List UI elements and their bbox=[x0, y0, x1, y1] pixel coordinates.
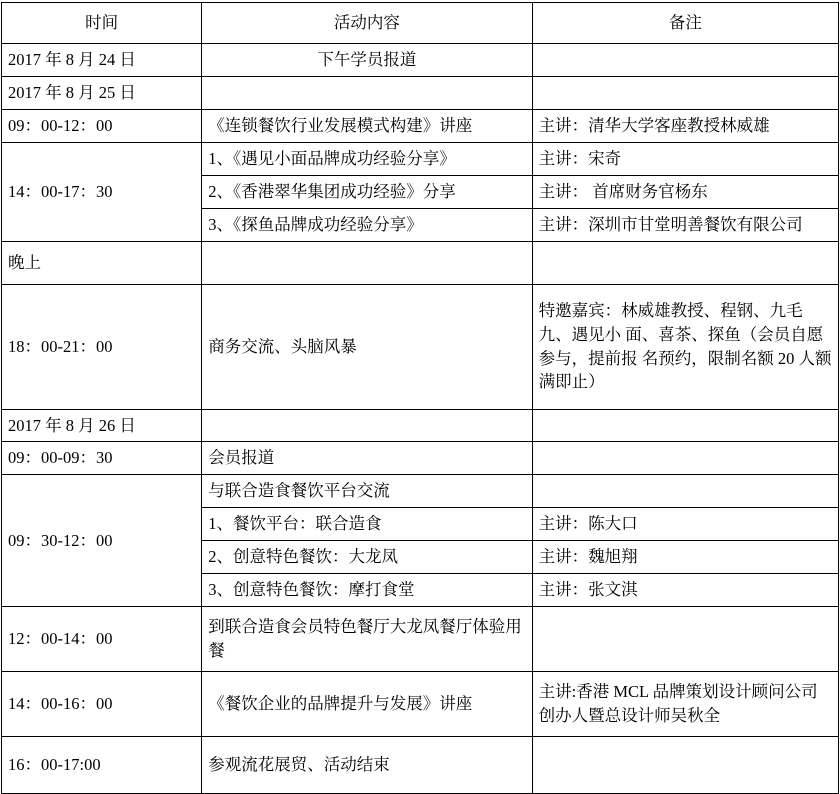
cell-remark: 主讲：陈大口 bbox=[532, 508, 838, 541]
cell-time: 2017 年 8 月 25 日 bbox=[2, 76, 202, 109]
cell-remark: 主讲：清华大学客座教授林威雄 bbox=[532, 109, 838, 142]
cell-content: 参观流花展贸、活动结束 bbox=[202, 737, 532, 794]
cell-remark: 特邀嘉宾：林威雄教授、程钢、九毛九、遇见小 面、喜茶、探鱼（会员自愿参与，提前报 名预约，限制名额 20 人额满即止） bbox=[532, 284, 838, 409]
cell-content bbox=[202, 409, 532, 442]
table-row bbox=[2, 737, 839, 794]
cell-time: 18：00-21：00 bbox=[2, 284, 202, 409]
cell-time: 2017 年 8 月 26 日 bbox=[2, 409, 202, 442]
cell-remark: 主讲：深圳市甘堂明善餐饮有限公司 bbox=[532, 208, 838, 241]
cell-time: 09：00-09：30 bbox=[2, 442, 202, 475]
table-row bbox=[2, 442, 839, 475]
table-row bbox=[2, 475, 839, 508]
cell-content: 下午学员报道 bbox=[202, 44, 532, 77]
cell-time: 12：00-14：00 bbox=[2, 607, 202, 672]
cell-time: 09：30-12：00 bbox=[2, 475, 202, 607]
cell-remark bbox=[532, 737, 838, 794]
cell-time: 16：00-17:00 bbox=[2, 737, 202, 794]
schedule-document bbox=[0, 2, 840, 775]
cell-remark: 主讲：张文淇 bbox=[532, 574, 838, 607]
cell-remark bbox=[532, 475, 838, 508]
cell-content: 到联合造食会员特色餐厅大龙凤餐厅体验用餐 bbox=[202, 607, 532, 672]
schedule-table bbox=[1, 2, 839, 794]
cell-content: 与联合造食餐饮平台交流 bbox=[202, 475, 532, 508]
cell-time: 晚上 bbox=[2, 241, 202, 284]
cell-content: 商务交流、头脑风暴 bbox=[202, 284, 532, 409]
cell-content: 2、《香港翠华集团成功经验》分享 bbox=[202, 175, 532, 208]
column-header-time: 时间 bbox=[2, 3, 202, 44]
table-row bbox=[2, 672, 839, 737]
cell-content: 1、《遇见小面品牌成功经验分享》 bbox=[202, 142, 532, 175]
cell-remark: 主讲：魏旭翔 bbox=[532, 541, 838, 574]
table-row bbox=[2, 409, 839, 442]
table-row bbox=[2, 109, 839, 142]
cell-remark bbox=[532, 241, 838, 284]
cell-content: 2、创意特色餐饮：大龙凤 bbox=[202, 541, 532, 574]
table-row bbox=[2, 284, 839, 409]
column-header-content: 活动内容 bbox=[202, 3, 532, 44]
cell-content: 3、《探鱼品牌成功经验分享》 bbox=[202, 208, 532, 241]
cell-content: 1、餐饮平台：联合造食 bbox=[202, 508, 532, 541]
cell-content: 《餐饮企业的品牌提升与发展》讲座 bbox=[202, 672, 532, 737]
cell-content bbox=[202, 76, 532, 109]
cell-time: 14：00-16：00 bbox=[2, 672, 202, 737]
cell-content bbox=[202, 241, 532, 284]
cell-remark bbox=[532, 607, 838, 672]
cell-content: 会员报道 bbox=[202, 442, 532, 475]
table-row bbox=[2, 607, 839, 672]
cell-remark bbox=[532, 76, 838, 109]
cell-content: 《连锁餐饮行业发展模式构建》讲座 bbox=[202, 109, 532, 142]
cell-time: 14：00-17：30 bbox=[2, 142, 202, 241]
table-row bbox=[2, 76, 839, 109]
table-row bbox=[2, 44, 839, 77]
cell-remark: 主讲:香港 MCL 品牌策划设计顾问公司创办人暨总设计师吴秋全 bbox=[532, 672, 838, 737]
cell-content: 3、创意特色餐饮：摩打食堂 bbox=[202, 574, 532, 607]
cell-remark bbox=[532, 442, 838, 475]
cell-time: 09：00-12：00 bbox=[2, 109, 202, 142]
cell-time: 2017 年 8 月 24 日 bbox=[2, 44, 202, 77]
column-header-remark: 备注 bbox=[532, 3, 838, 44]
table-header-row bbox=[2, 3, 839, 44]
cell-remark: 主讲：宋奇 bbox=[532, 142, 838, 175]
cell-remark bbox=[532, 44, 838, 77]
cell-remark: 主讲： 首席财务官杨东 bbox=[532, 175, 838, 208]
table-row bbox=[2, 241, 839, 284]
cell-remark bbox=[532, 409, 838, 442]
table-row bbox=[2, 142, 839, 175]
